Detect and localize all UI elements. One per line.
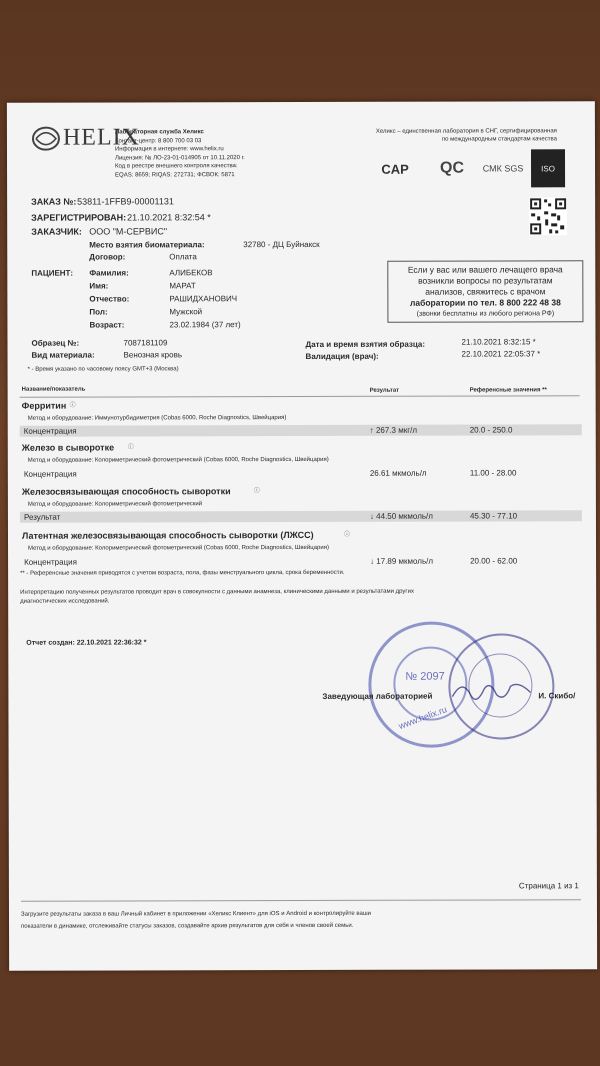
helix-logo <box>31 124 140 154</box>
qr-code-icon <box>529 197 567 235</box>
notice-line-2: возникли вопросы по результатам <box>418 275 553 286</box>
test-param: Результат <box>23 512 61 522</box>
lab-license: Лицензия: № ЛО-23-01-014905 от 10.11.2020 г. <box>115 154 245 161</box>
footer-note <box>21 908 371 933</box>
col-result-header: Результат <box>369 387 400 394</box>
test-title: Ферритин <box>21 400 67 411</box>
sample-label: Образец №: <box>31 338 80 348</box>
qc-label: QC <box>440 159 465 177</box>
notice-line-5: (звонки бесплатны из любого региона РФ) <box>416 310 555 318</box>
customer-value: ООО "М-СЕРВИС" <box>89 226 168 237</box>
place-label: Место взятия биоматериала: <box>89 240 205 250</box>
notice-line-1: Если у вас или вашего лечащего врача <box>407 264 563 275</box>
footer-line-2: показатели в динамике, отслеживайте статусы заказов, создавайте архив результатов для себя и членов своей семьи. <box>21 922 354 930</box>
test-ref: 45.30 - 77.10 <box>469 511 518 521</box>
taken-label: Дата и время взятия образца: <box>305 339 426 349</box>
head-name: И. Скибо/ <box>538 691 576 701</box>
lab-website: Информация в интернете: www.helix.ru <box>114 146 224 153</box>
test-result: ↓ 17.89 мкмоль/л <box>370 556 434 566</box>
interpretation-line-2: диагностических исследований. <box>20 598 110 605</box>
contract-value: Оплата <box>169 252 197 262</box>
patient-label: ПАЦИЕНТ: <box>31 268 74 278</box>
lab-name: Лабораторная служба Хеликс <box>114 129 204 136</box>
customer-label: ЗАКАЗЧИК: <box>31 226 82 237</box>
test-method: Метод и оборудование: Колориметрический фотометрический <box>27 501 203 508</box>
registered-label: ЗАРЕГИСТРИРОВАН: <box>31 212 127 223</box>
certified-line-1: Хеликс – единственная лаборатория в СНГ, сертифицированная <box>375 128 557 135</box>
doctor-contact-notice <box>387 260 583 323</box>
surname-label: Фамилия: <box>89 268 129 278</box>
place-value: 32780 - ДЦ Буйнакск <box>243 239 320 250</box>
sex-label: Пол: <box>89 307 108 317</box>
test-result: ↓ 44.50 мкмоль/л <box>369 511 433 521</box>
test-ref: 11.00 - 28.00 <box>469 468 517 478</box>
footer-line-1: Загрузите результаты заказа в ваш Личный кабинет в приложении «Хеликс Клиент» для iOS и Android и контролируйте ваши <box>20 910 372 918</box>
iso-cert-icon <box>531 149 565 187</box>
order-label: ЗАКАЗ №: <box>31 196 77 207</box>
material-value: Венозная кровь <box>123 350 183 360</box>
age-value: 23.02.1984 (37 лет) <box>169 320 241 330</box>
notice-line-3: анализов, свяжитесь с врачом <box>425 286 546 297</box>
test-method: Метод и оборудование: Колориметрический фотометрический (Cobas 6000, Roche Diagnostics, Швейцария) <box>27 456 329 464</box>
info-icon[interactable]: ⓘ <box>69 402 76 409</box>
info-icon[interactable]: ⓘ <box>127 444 134 451</box>
interpretation-note <box>20 588 414 607</box>
certified-line-2: по международным стандартам качества <box>441 136 557 143</box>
head-label: Заведующая лабораторией <box>322 691 433 701</box>
test-method: Метод и оборудование: Колориметрический фотометрический (Cobas 6000, Roche Diagnostics, Швейцария) <box>28 544 329 552</box>
sgs-cert-icon <box>481 149 525 187</box>
certified-note <box>375 127 557 143</box>
page-number: Страница 1 из 1 <box>518 881 579 891</box>
lab-registry-2: EQAS: 8659; RIQAS: 272731; ФСВОК: 5871 <box>115 171 235 178</box>
test-result: 26.61 мкмоль/л <box>369 468 427 478</box>
cap-cert-icon <box>369 150 421 188</box>
test-title: Латентная железосвязывающая способность сыворотки (ЛЖСС) <box>21 529 314 541</box>
test-title: Железо в сыворотке <box>21 442 115 453</box>
test-result: ↑ 267.3 мкг/л <box>369 425 418 435</box>
logo-wordmark: HELIX <box>62 124 140 151</box>
registered-value: 21.10.2021 8:32:54 * <box>127 212 211 223</box>
lab-contact: Контакт-центр: 8 800 700 03 03 <box>114 137 202 144</box>
material-label: Вид материала: <box>31 350 95 360</box>
lab-report-sheet <box>7 101 597 971</box>
stamp-number: № 2097 <box>405 670 445 683</box>
test-ref: 20.0 - 250.0 <box>469 425 513 435</box>
lab-contacts <box>115 128 245 179</box>
info-icon[interactable]: ⓘ <box>343 531 351 538</box>
order-number: 53811-1FFB9-00001131 <box>77 196 174 207</box>
name-label: Имя: <box>89 281 109 291</box>
taken-value: 21.10.2021 8:32:15 * <box>461 337 536 347</box>
test-title: Железосвязывающая способность сыворотки <box>21 486 231 497</box>
validated-label: Валидация (врач): <box>305 351 379 361</box>
sgs-label: СМК SGS <box>482 163 524 174</box>
stamp-site: www.helix.ru <box>397 704 449 732</box>
report-created: Отчет создан: 22.10.2021 22:36:32 * <box>26 639 147 647</box>
sex-value: Мужской <box>169 307 203 317</box>
contract-label: Договор: <box>89 252 126 262</box>
footer-divider <box>21 899 581 901</box>
test-param: Концентрация <box>23 469 77 479</box>
header-divider <box>20 395 580 397</box>
sample-value: 7087181109 <box>123 338 168 348</box>
reference-note: ** - Референсные значения приводятся с учетом возраста, пола, фазы менструального цикла, срока беременности. <box>20 569 345 577</box>
patronymic-label: Отчество: <box>89 294 130 304</box>
cap-label: CAP <box>381 161 409 177</box>
surname-value: АЛИБЕКОВ <box>169 268 213 278</box>
col-ref-header: Референсные значения ** <box>469 387 547 394</box>
iso-label: ISO <box>541 163 555 173</box>
qc-cert-icon <box>431 150 473 188</box>
info-icon[interactable]: ⓘ <box>253 488 260 495</box>
timezone-note: * - Время указано по часовому поясу GMT+3 (Москва) <box>27 366 179 373</box>
signature-icon <box>448 676 538 706</box>
test-param: Концентрация <box>24 557 77 567</box>
test-method: Метод и оборудование: Иммунотурбидиметрия (Cobas 6000, Roche Diagnostics, Швейцария) <box>27 415 287 422</box>
col-name-header: Название/показатель <box>21 386 86 393</box>
patronymic-value: РАШИДХАНОВИЧ <box>169 294 238 304</box>
test-ref: 20.00 - 62.00 <box>470 556 518 566</box>
age-label: Возраст: <box>89 320 125 330</box>
name-value: МАРАТ <box>169 281 196 291</box>
lab-registry-1: Код в реестре внешнего контроля качества: <box>115 163 238 170</box>
test-param: Концентрация <box>23 426 77 436</box>
interpretation-line-1: Интерпретацию полученных результатов проводит врач в совокупности с данными анамнеза, клиническими данными и результатами других <box>20 588 414 596</box>
validated-value: 22.10.2021 22:05:37 * <box>461 349 541 359</box>
helix-swirl-icon <box>31 125 61 153</box>
notice-line-4: лаборатории по тел. 8 800 222 48 38 <box>409 297 561 308</box>
